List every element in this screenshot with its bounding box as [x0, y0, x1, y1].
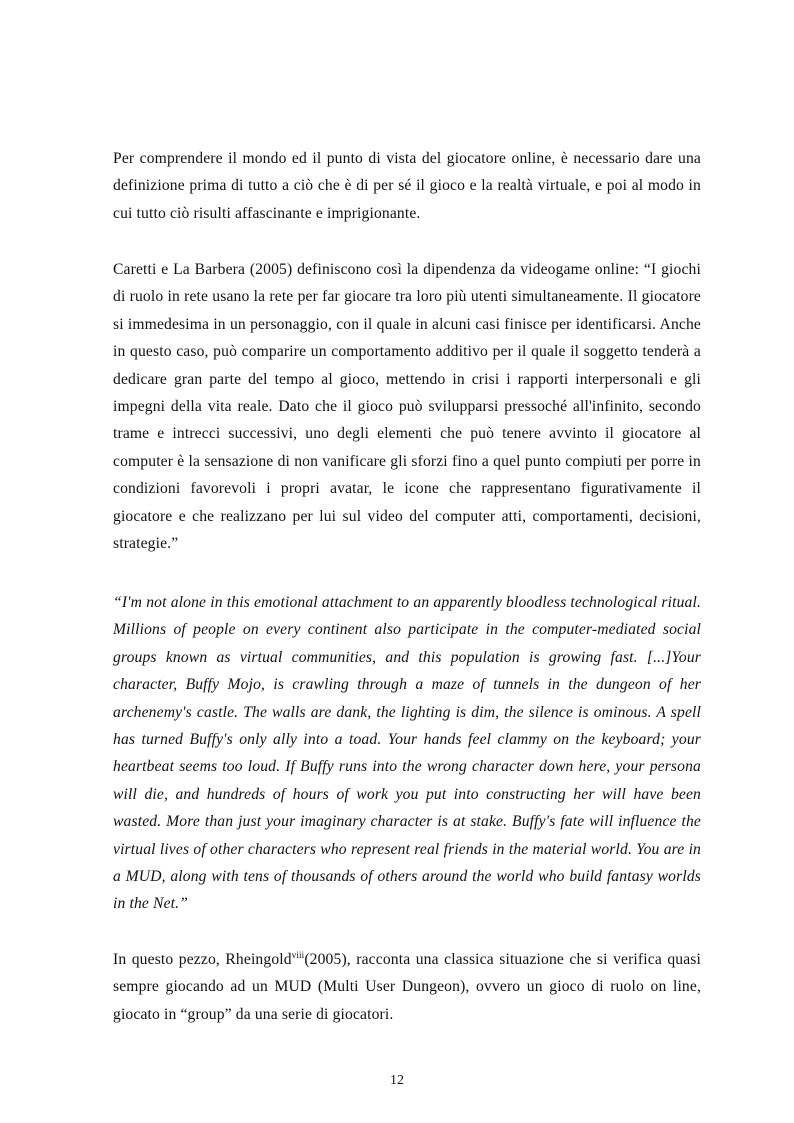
closing-text-end: (2005), racconta una classica situazione che si verifica quasi sempre giocando ad un MUD (Multi User Dungeon), ovvero un gioco di ruolo on line, giocato in “group” da una serie di giocatori. — [113, 951, 701, 1023]
intro-paragraph: Per comprendere il mondo ed il punto di vista del giocatore online, è necessario dare una definizione prima di tutto a ciò che è di per sé il gioco e la realtà virtuale, e poi al modo in cui tutto ciò risulti affascinante e imprigionante. — [113, 150, 701, 222]
footnote-reference[interactable]: viii — [291, 949, 305, 960]
caretti-paragraph: Caretti e La Barbera (2005) definiscono così la dipendenza da videogame online: “I giochi di ruolo in rete usano la rete per far giocare tra loro più utenti simultaneamente. Il giocatore si immedesima in un personaggio, con il quale in alcuni casi finisce per identificarsi. Anche in questo caso, può comparire un comportamento additivo per il quale il soggetto tenderà a dedicare gran parte del tempo al gioco, mettendo in crisi i rapporti interpersonali e gli impegni della vita reale. Dato che il gioco può svilupparsi pressoché all'infinito, secondo trame e intrecci successivi, uno degli elementi che può tenere avvinto il giocatore al computer è la sensazione di non vanificare gli sforzi fino a quel punto compiuti per porre in condizioni favorevoli i propri avatar, le icone che rappresentano figurativamente il giocatore e che realizzano per lui sul video del computer atti, comportamenti, decisioni, strategie.” — [113, 261, 701, 553]
closing-paragraph — [113, 946, 701, 1028]
rheingold-quote-paragraph: “I'm not alone in this emotional attachment to an apparently bloodless technological ritual. Millions of people on every continent also participate in the computer-mediated social groups known as virtual communities, and this population is growing fast. [...]Your character, Buffy Mojo, is crawling through a maze of tunnels in the dungeon of her archenemy's castle. The walls are dank, the lighting is dim, the silence is ominous. A spell has turned Buffy's only ally into a toad. Your hands feel clammy on the keyboard; your heartbeat seems too loud. If Buffy runs into the wrong character down here, your persona will die, and hundreds of hours of work you put into constructing her will have been wasted. More than just your imaginary character is at stake. Buffy's fate will influence the virtual lives of other characters who represent real friends in the material world. You are in a MUD, along with tens of thousands of others around the world who build fantasy worlds in the Net.” — [113, 594, 701, 913]
closing-text-start: In questo pezzo, Rheingold — [113, 951, 292, 968]
page-number: 12 — [390, 1073, 404, 1088]
